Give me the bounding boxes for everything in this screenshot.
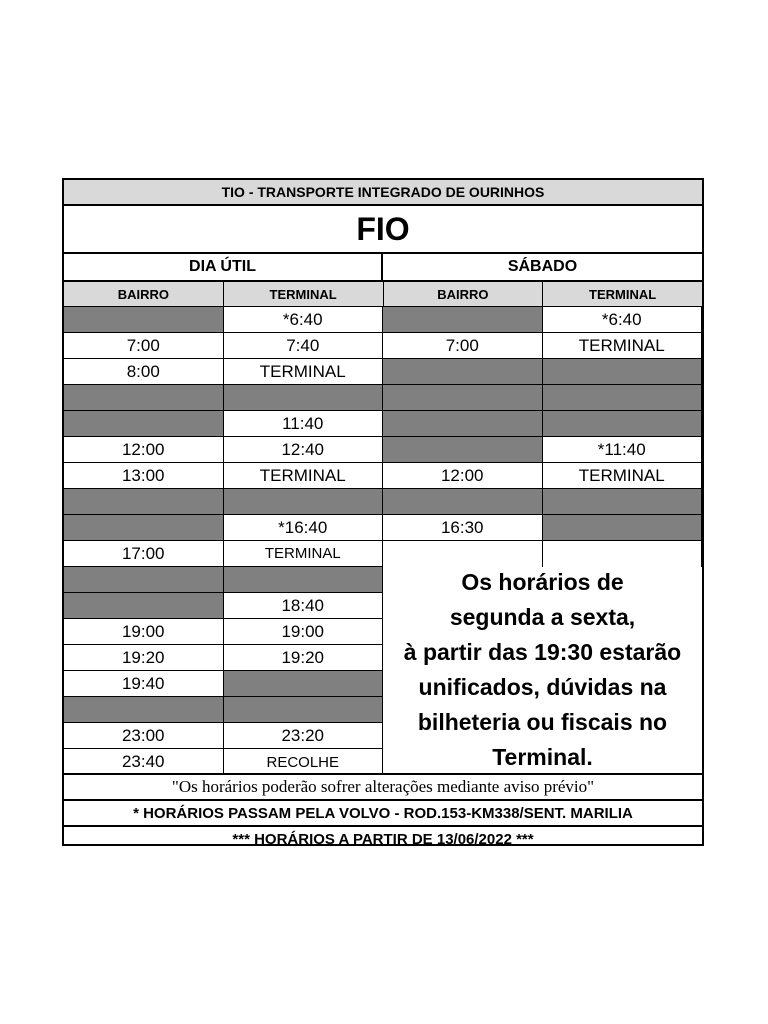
- timetable-cell: [383, 307, 542, 333]
- timetable-cell: *16:40: [224, 515, 383, 541]
- timetable-cell: [383, 359, 542, 385]
- timetable-cell: TERMINAL: [224, 359, 383, 385]
- timetable-cell: [543, 385, 702, 411]
- timetable-cell: [543, 359, 702, 385]
- timetable-cell: TERMINAL: [543, 463, 702, 489]
- timetable-cell: TERMINAL: [543, 333, 702, 359]
- column-header: BAIRRO: [64, 282, 224, 306]
- timetable-cell: 12:00: [383, 463, 542, 489]
- weekday-header: DIA ÚTIL: [64, 254, 383, 280]
- timetable-cell: [64, 697, 223, 723]
- weekday-bairro-column: [64, 307, 224, 773]
- timetable-cell: 19:00: [224, 619, 383, 645]
- timetable-cell: [64, 307, 223, 333]
- timetable-cell: [543, 411, 702, 437]
- effective-date-note: *** HORÁRIOS A PARTIR DE 13/06/2022 ***: [64, 825, 702, 851]
- timetable-cell: [383, 411, 542, 437]
- timetable-cell: [383, 489, 542, 515]
- weekday-terminal-column: [224, 307, 384, 773]
- timetable-cell: [224, 385, 383, 411]
- timetable-cell: 16:30: [383, 515, 542, 541]
- timetable-cell: 17:00: [64, 541, 223, 567]
- timetable-cell: 7:00: [383, 333, 542, 359]
- timetable-cell: 23:20: [224, 723, 383, 749]
- column-header: TERMINAL: [589, 286, 657, 302]
- timetable-cell: [224, 697, 383, 723]
- column-header: TERMINAL: [224, 282, 384, 306]
- timetable-cell: 19:20: [224, 645, 383, 671]
- timetable-cell: [383, 437, 542, 463]
- saturday-header: SÁBADO: [507, 258, 578, 275]
- timetable-cell: 8:00: [64, 359, 223, 385]
- timetable-cell: 19:00: [64, 619, 223, 645]
- timetable-cell: [64, 411, 223, 437]
- unified-schedule-notice: Os horários de segunda a sexta, à partir das 19:30 estarão unificados, dúvidas na bilheteria ou fiscais no Terminal.: [383, 567, 702, 773]
- timetable-cell: [224, 489, 383, 515]
- timetable-cell: TERMINAL: [224, 463, 383, 489]
- timetable-cell: 7:00: [64, 333, 223, 359]
- route-note: * HORÁRIOS PASSAM PELA VOLVO - ROD.153-KM338/SENT. MARILIA: [64, 799, 702, 825]
- timetable-cell: *6:40: [543, 307, 702, 333]
- timetable-cell: [64, 567, 223, 593]
- timetable-cell: 11:40: [224, 411, 383, 437]
- timetable-cell: [64, 489, 223, 515]
- timetable-cell: [224, 671, 383, 697]
- day-header-row: [64, 254, 702, 282]
- timetable-cell: 13:00: [64, 463, 223, 489]
- timetable-cell: 19:40: [64, 671, 223, 697]
- schedule-sheet: [62, 178, 704, 846]
- column-header: BAIRRO: [384, 282, 544, 306]
- timetable-cell: *11:40: [543, 437, 702, 463]
- timetable-cell: 7:40: [224, 333, 383, 359]
- timetable-cell: [224, 567, 383, 593]
- timetable-grid: [64, 307, 702, 773]
- timetable-cell: 23:00: [64, 723, 223, 749]
- column-header-row: [64, 282, 702, 307]
- company-title: TIO - TRANSPORTE INTEGRADO DE OURINHOS: [64, 180, 702, 206]
- timetable-cell: 19:20: [64, 645, 223, 671]
- timetable-cell: [543, 515, 702, 541]
- timetable-cell: TERMINAL: [224, 541, 383, 567]
- timetable-cell: 18:40: [224, 593, 383, 619]
- timetable-cell: [64, 385, 223, 411]
- timetable-cell: [383, 385, 542, 411]
- timetable-cell: [543, 489, 702, 515]
- disclaimer-text: "Os horários poderão sofrer alterações mediante aviso prévio": [64, 773, 702, 799]
- timetable-cell: *6:40: [224, 307, 383, 333]
- timetable-cell: 12:00: [64, 437, 223, 463]
- timetable-cell: [64, 515, 223, 541]
- route-name: FIO: [64, 206, 702, 254]
- timetable-cell: [64, 593, 223, 619]
- timetable-cell: 23:40: [121, 752, 165, 771]
- timetable-cell: RECOLHE: [266, 753, 340, 771]
- timetable-cell: 12:40: [224, 437, 383, 463]
